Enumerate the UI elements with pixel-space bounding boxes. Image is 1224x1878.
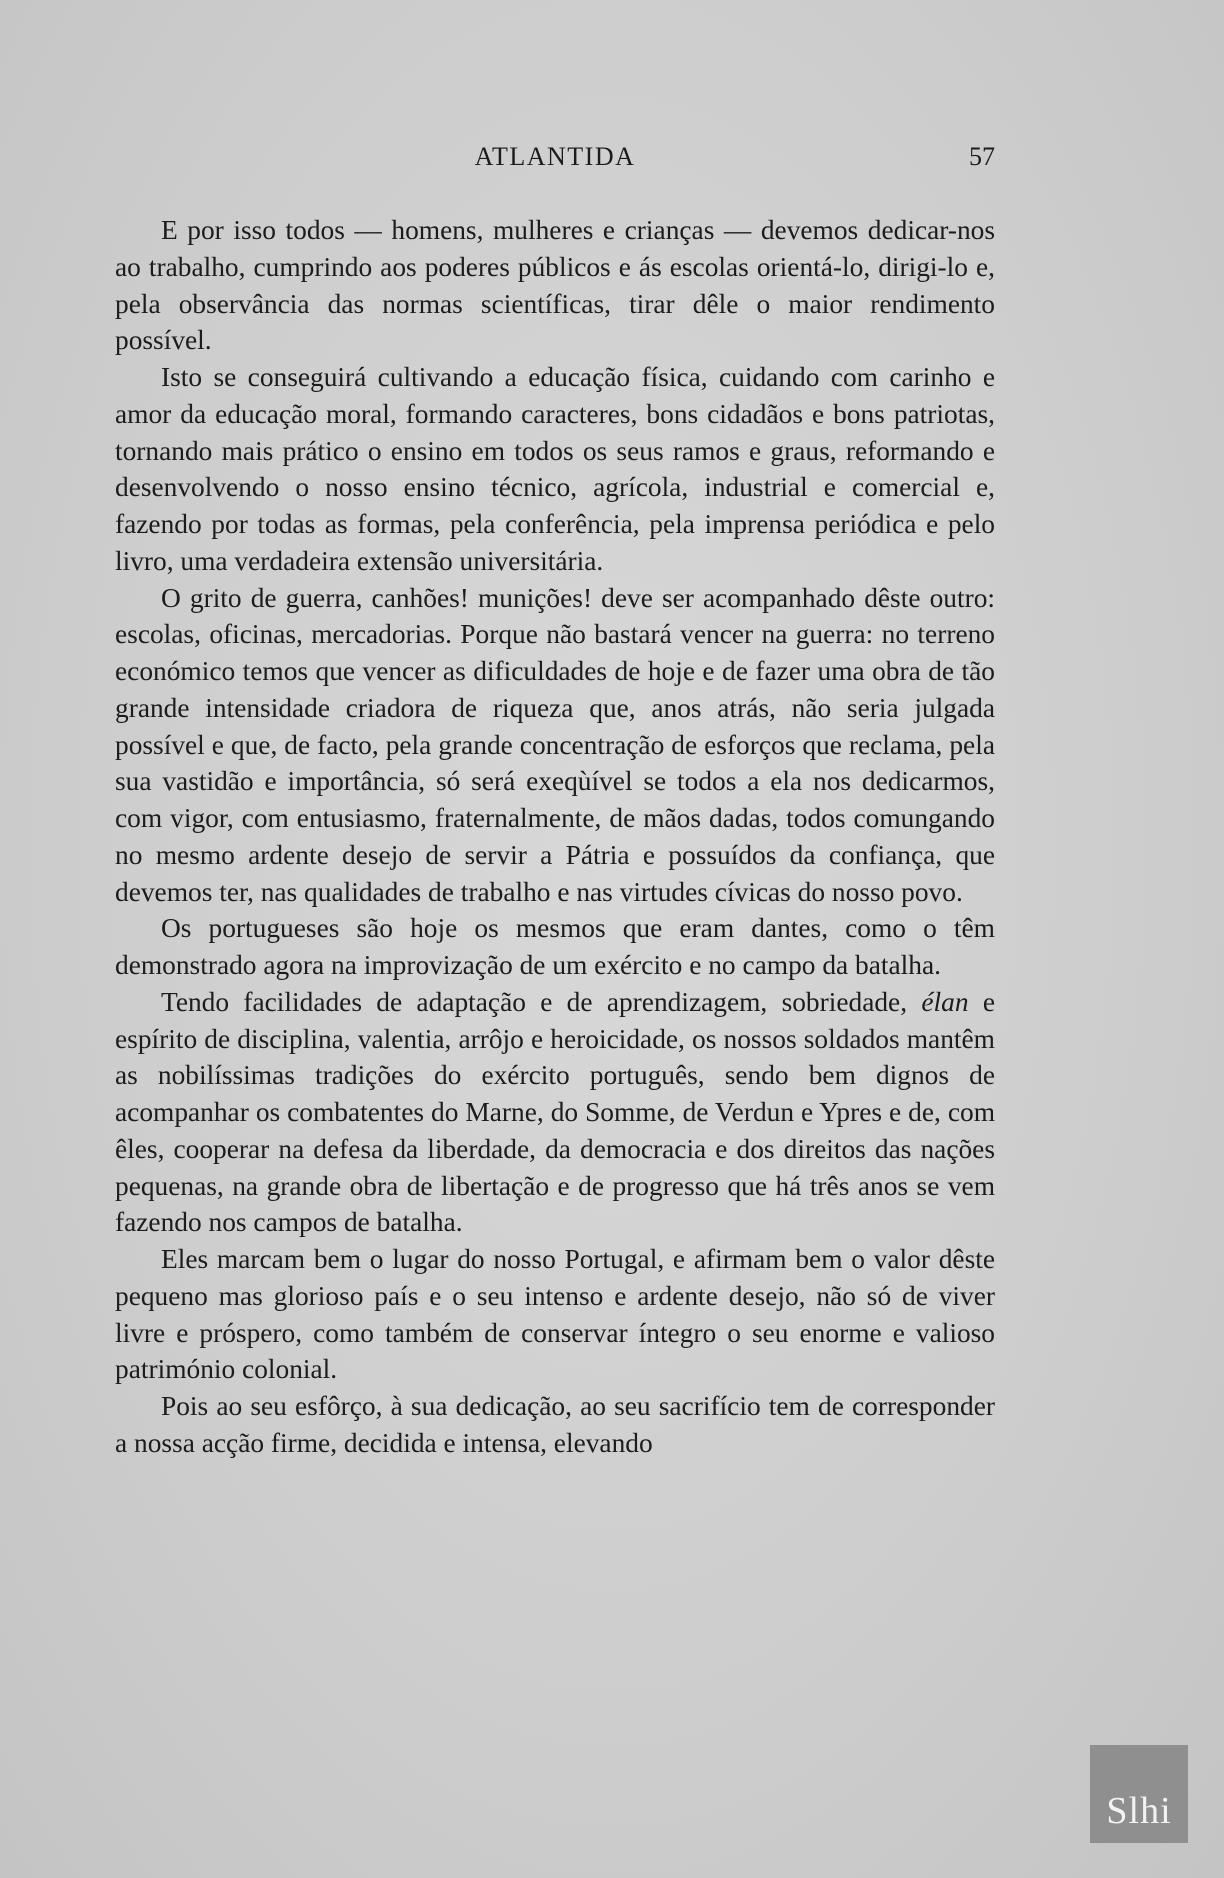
running-title: ATLANTIDA bbox=[474, 142, 636, 171]
paragraph: E por isso todos — homens, mulheres e crianças — devemos dedicar-nos ao trabalho, cumprindo aos poderes públicos e ás escolas orientá-lo, dirigi-lo e, pela observância das normas scientíficas, tirar dêle o maior rendimento possível. bbox=[115, 215, 995, 356]
paragraph: O grito de guerra, canhões! munições! deve ser acompanhado dêste outro: escolas, oficinas, mercadorias. Porque não bastará vencer na guerra: no terreno económico temos que vencer as dificuldades de hoje e de fazer uma obra de tão grande intensidade criadora de riqueza que, anos atrás, não seria julgada possível e que, de facto, pela grande concentração de esforços que reclama, pela sua vastidão e importância, só será exeqùível se todos a ela nos dedicarmos, com vigor, com entusiasmo, fraternalmente, de mãos dadas, todos comungando no mesmo ardente desejo de servir a Pátria e possuídos da confiança, que devemos ter, nas qualidades de trabalho e nas virtudes cívicas do nosso povo. bbox=[115, 582, 995, 907]
paragraph-text: e espírito de disciplina, valentia, arrôjo e heroicidade, os nossos soldados mantêm as nobilíssimas tradições do exército português, sendo bem dignos de acompanhar os combatentes do Marne, do Somme, de Verdun e Ypres e de, com êles, cooperar na defesa da liberdade, da democracia e dos direitos das nações pequenas, na grande obra de libertação e de progresso que há três anos se vem fazendo nos campos de batalha. bbox=[115, 986, 995, 1238]
italic-word: élan bbox=[921, 986, 969, 1017]
library-logo-watermark bbox=[1090, 1745, 1188, 1843]
paragraph: Os portugueses são hoje os mesmos que eram dantes, como o têm demonstrado agora na improvização de um exército e no campo da batalha. bbox=[115, 913, 995, 980]
running-header bbox=[115, 142, 995, 182]
paragraph: Isto se conseguirá cultivando a educação física, cuidando com carinho e amor da educação moral, formando caracteres, bons cidadãos e bons patriotas, tornando mais prático o ensino em todos os seus ramos e graus, reformando e desenvolvendo o nosso ensino técnico, agrícola, industrial e comercial e, fazendo por todas as formas, pela conferência, pela imprensa periódica e pelo livro, uma verdadeira extensão universitária. bbox=[115, 362, 995, 576]
paragraph: Pois ao seu esfôrço, à sua dedicação, ao seu sacrifício tem de corresponder a nossa acção firme, decidida e intensa, elevando bbox=[115, 1391, 995, 1458]
page-number: 57 bbox=[969, 142, 995, 171]
paragraph: Eles marcam bem o lugar do nosso Portugal, e afirmam bem o valor dêste pequeno mas glorioso país e o seu intenso e ardente desejo, não só de viver livre e próspero, como também de conservar íntegro o seu enorme e valioso património colonial. bbox=[115, 1244, 995, 1385]
paragraph-text: Tendo facilidades de adaptação e de aprendizagem, sobriedade, bbox=[161, 986, 922, 1017]
logo-text: Slhi bbox=[1106, 1790, 1172, 1832]
body-text bbox=[115, 212, 995, 1462]
paragraph-with-italic bbox=[115, 984, 995, 1241]
